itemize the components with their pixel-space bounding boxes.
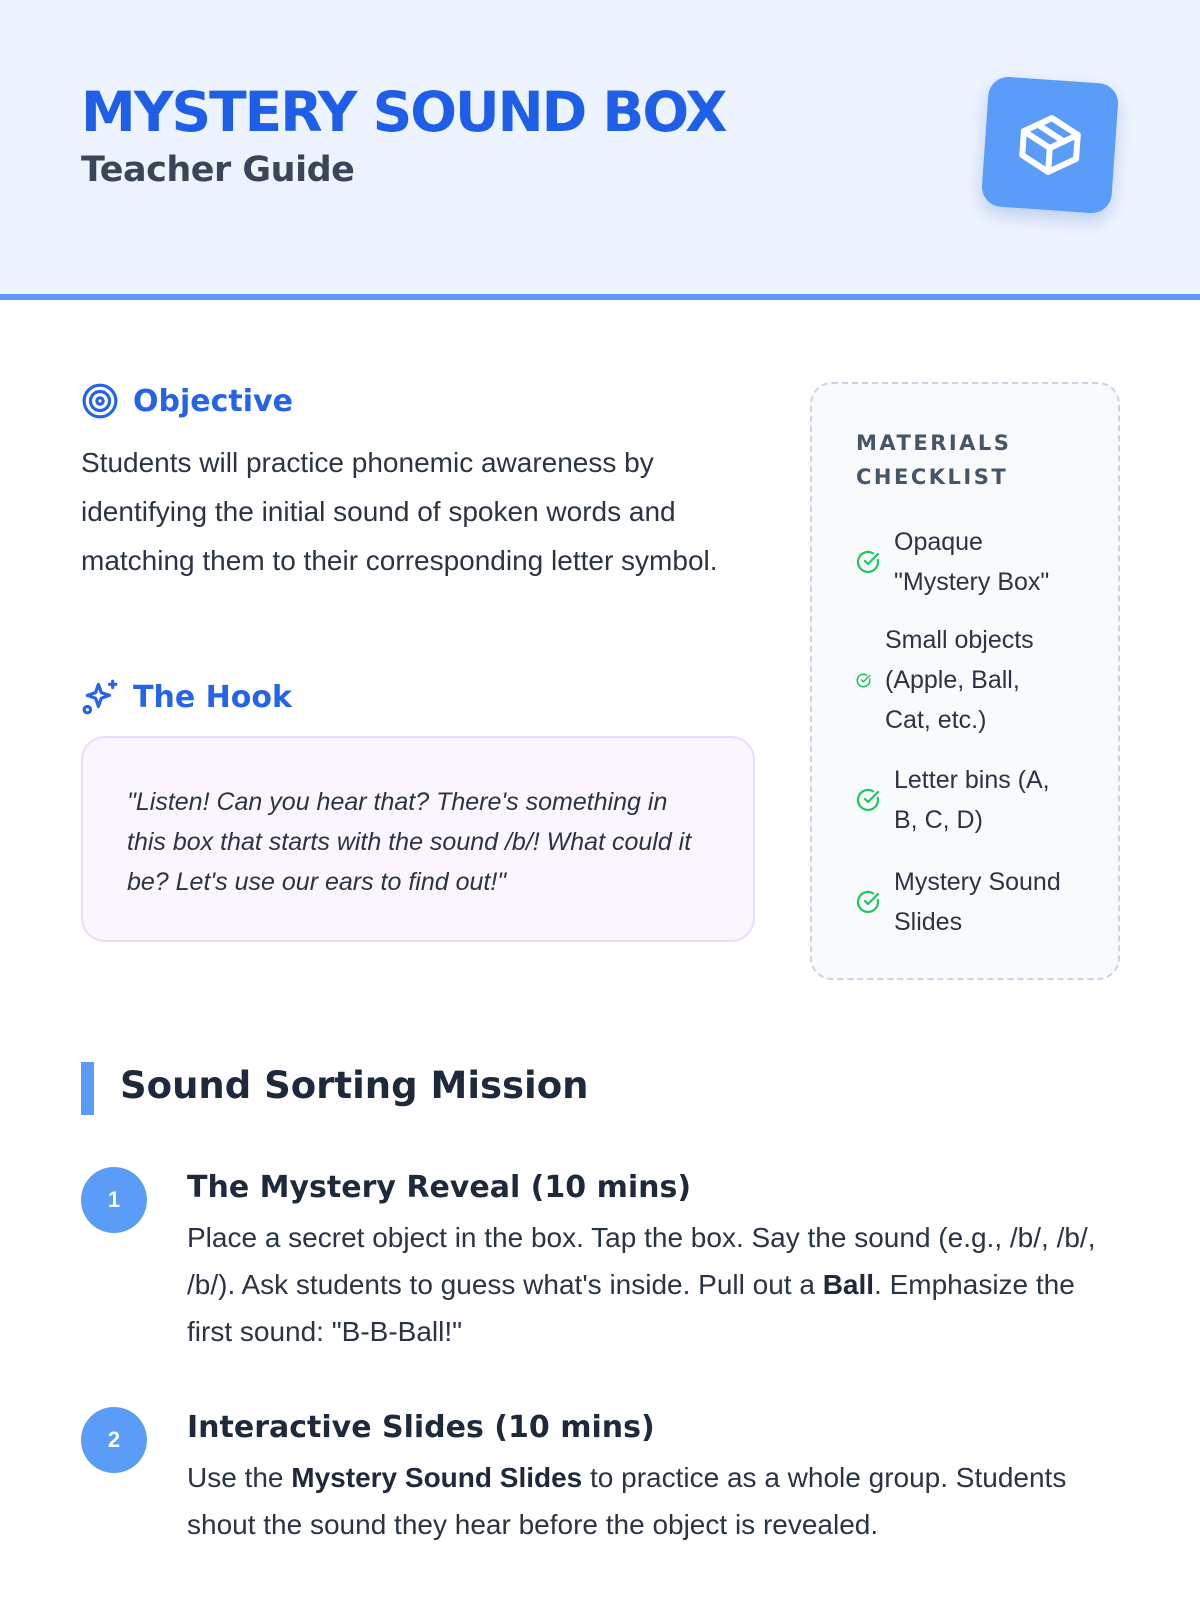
header-banner bbox=[0, 0, 1200, 300]
step-title: The Mystery Reveal (10 mins) bbox=[187, 1170, 692, 1205]
page-subtitle: Teacher Guide bbox=[81, 150, 355, 190]
hook-quote: "Listen! Can you hear that? There's something in this box that starts with the sound /b/! What could it be? Let's use our ears to find out!" bbox=[127, 788, 692, 896]
step-description bbox=[187, 1454, 1127, 1548]
materials-checklist bbox=[810, 382, 1120, 980]
materials-item-label: Mystery Sound Slides bbox=[894, 868, 1061, 936]
materials-item-label: Letter bins (A, B, C, D) bbox=[894, 766, 1050, 834]
materials-item bbox=[856, 522, 1076, 602]
check-circle-icon bbox=[856, 890, 880, 914]
check-circle-icon bbox=[856, 550, 880, 574]
step-number-badge: 2 bbox=[81, 1407, 147, 1473]
step-title: Interactive Slides (10 mins) bbox=[187, 1410, 655, 1445]
step-text: Use the bbox=[187, 1462, 292, 1493]
objective-heading bbox=[81, 382, 293, 420]
materials-item bbox=[856, 862, 1086, 942]
materials-item bbox=[856, 620, 1066, 740]
step-text: Place a secret object in the box. Tap the box. Say the sound (e.g., /b/, /b/, /b/). Ask students to guess what's inside. Pull out a bbox=[187, 1222, 1096, 1300]
hook-quote-box bbox=[81, 736, 755, 942]
objective-text: Students will practice phonemic awareness by identifying the initial sound of spoken words and matching them to their corresponding letter symbol. bbox=[81, 447, 718, 576]
step-text: . Emphasize the first sound: "B-B-Ball!" bbox=[187, 1269, 1075, 1347]
step-text-bold: Mystery Sound Slides bbox=[291, 1462, 583, 1493]
step-text-bold: Ball bbox=[822, 1269, 875, 1300]
check-circle-icon bbox=[856, 788, 880, 812]
objective-heading-label: Objective bbox=[133, 383, 293, 419]
target-icon bbox=[81, 382, 119, 420]
page-title: MYSTERY SOUND BOX bbox=[81, 80, 726, 144]
hook-heading-label: The Hook bbox=[133, 679, 292, 715]
materials-item bbox=[856, 760, 1076, 840]
check-circle-icon bbox=[856, 673, 871, 688]
sparkles-icon bbox=[81, 678, 119, 716]
box-badge bbox=[981, 76, 1120, 215]
package-icon bbox=[1012, 107, 1089, 184]
mission-title: Sound Sorting Mission bbox=[120, 1064, 589, 1107]
mission-accent-bar bbox=[81, 1062, 94, 1115]
materials-item-label: Small objects (Apple, Ball, Cat, etc.) bbox=[885, 626, 1034, 734]
materials-item-label: Opaque "Mystery Box" bbox=[894, 528, 1050, 596]
step-number-badge: 1 bbox=[81, 1167, 147, 1233]
step-text: to practice as a whole group. Students shout the sound they hear before the object is revealed. bbox=[187, 1462, 1067, 1540]
materials-title: MATERIALS CHECKLIST bbox=[856, 431, 1012, 489]
hook-heading bbox=[81, 678, 292, 716]
step-description bbox=[187, 1214, 1127, 1355]
